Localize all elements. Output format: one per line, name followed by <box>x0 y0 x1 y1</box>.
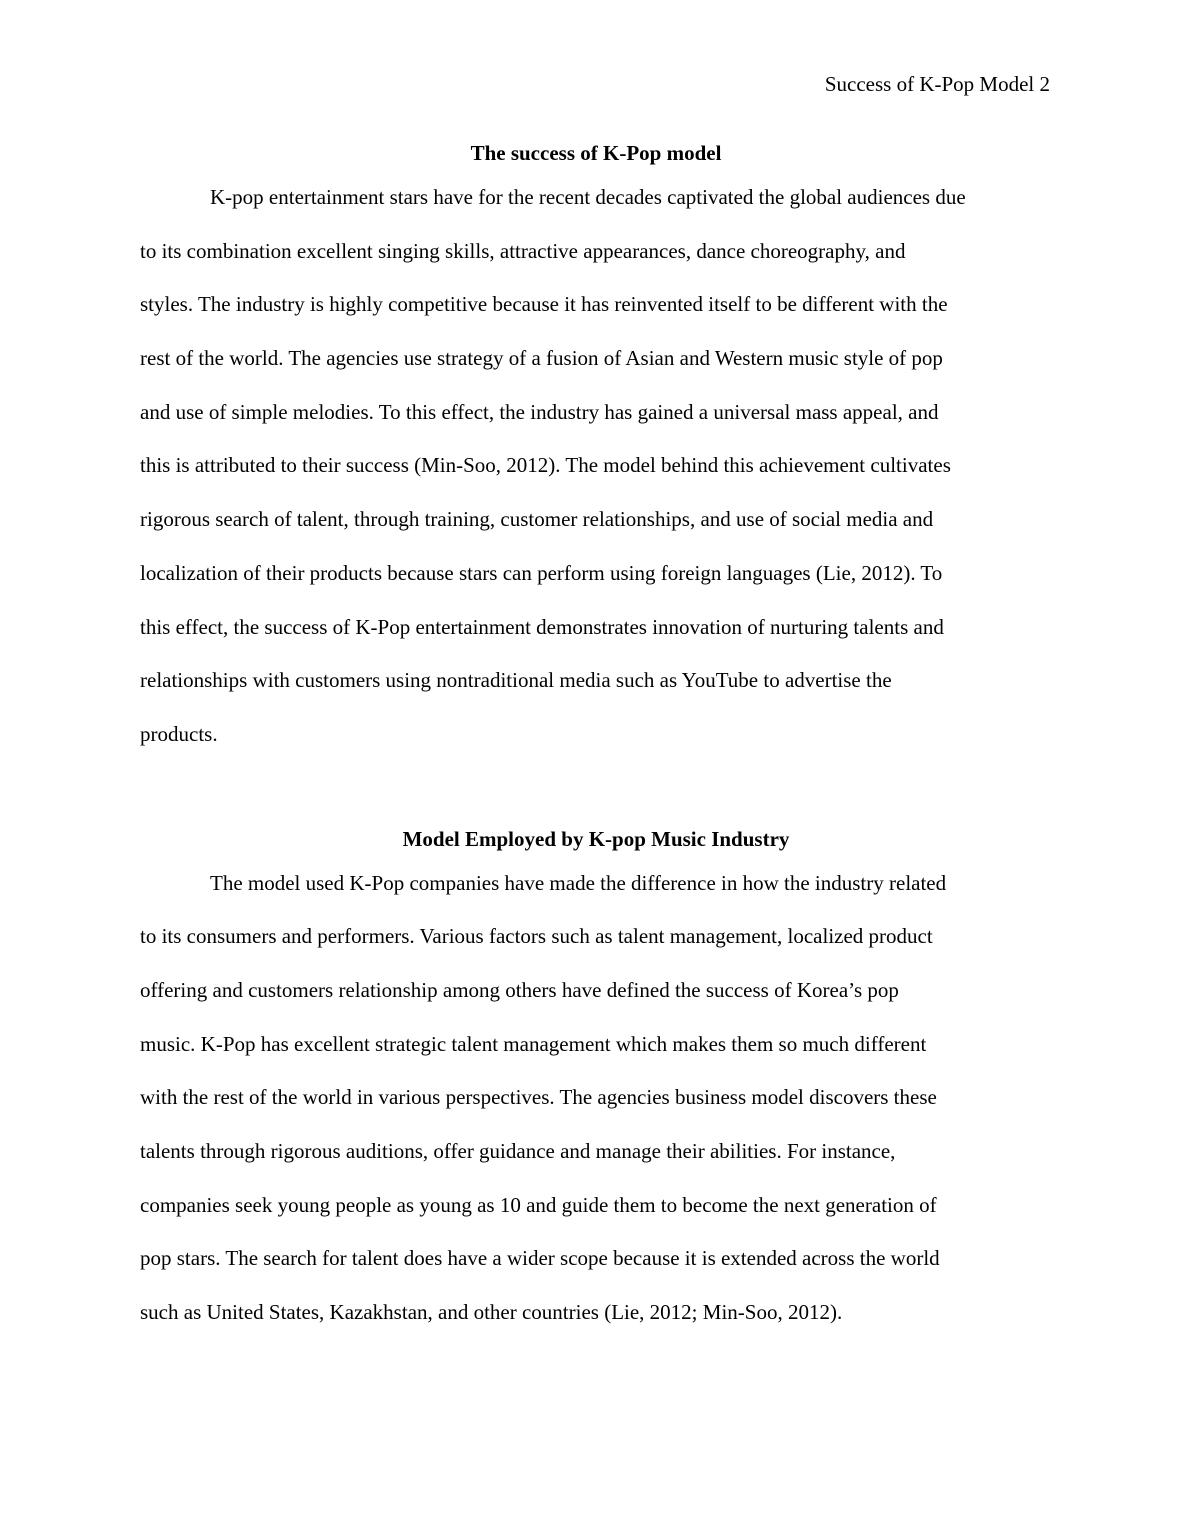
paragraph-line: this is attributed to their success (Min-Soo, 2012). The model behind this achievement cultivates <box>140 453 951 478</box>
paragraph-line: with the rest of the world in various perspectives. The agencies business model discovers these <box>140 1085 937 1110</box>
section-heading: Model Employed by K-pop Music Industry <box>402 826 790 851</box>
body-paragraph <box>140 183 1052 774</box>
paragraph-line: K-pop entertainment stars have for the recent decades captivated the global audiences due <box>210 185 966 209</box>
paragraph-line: to its combination excellent singing skills, attractive appearances, dance choreography, and <box>140 238 906 263</box>
paragraph-line: The model used K-Pop companies have made the difference in how the industry related <box>210 870 947 895</box>
paragraph-line: such as United States, Kazakhstan, and other countries (Lie, 2012; Min-Soo, 2012). <box>140 1300 843 1325</box>
paragraph-line: offering and customers relationship among others have defined the success of Korea’s pop <box>140 977 899 1002</box>
paragraph-line: this effect, the success of K-Pop entertainment demonstrates innovation of nurturing talents and <box>140 614 944 639</box>
paragraph-line: companies seek young people as young as 10 and guide them to become the next generation of <box>140 1192 937 1217</box>
paragraph-line: music. K-Pop has excellent strategic talent management which makes them so much different <box>140 1031 927 1056</box>
paragraph-line: rigorous search of talent, through training, customer relationships, and use of social media and <box>140 507 934 532</box>
paragraph-line: and use of simple melodies. To this effect, the industry has gained a universal mass appeal, and <box>140 399 939 424</box>
running-head: Success of K-Pop Model 2 <box>824 72 1050 96</box>
paragraph-line: products. <box>140 721 218 746</box>
paragraph-line: to its consumers and performers. Various factors such as talent management, localized product <box>140 924 933 949</box>
section-heading: The success of K-Pop model <box>470 141 722 165</box>
paragraph-line: localization of their products because stars can perform using foreign languages (Lie, 2012). To <box>140 560 943 585</box>
paragraph-line: pop stars. The search for talent does have a wider scope because it is extended across the world <box>140 1246 940 1271</box>
body-paragraph <box>140 869 1052 1352</box>
paragraph-line: relationships with customers using nontraditional media such as YouTube to advertise the <box>140 668 892 693</box>
document-body <box>140 139 1052 1352</box>
paragraph-line: rest of the world. The agencies use strategy of a fusion of Asian and Western music style of pop <box>140 346 943 371</box>
paragraph-line: talents through rigorous auditions, offer guidance and manage their abilities. For instance, <box>140 1139 896 1163</box>
paragraph-line: styles. The industry is highly competitive because it has reinvented itself to be different with the <box>140 292 948 317</box>
